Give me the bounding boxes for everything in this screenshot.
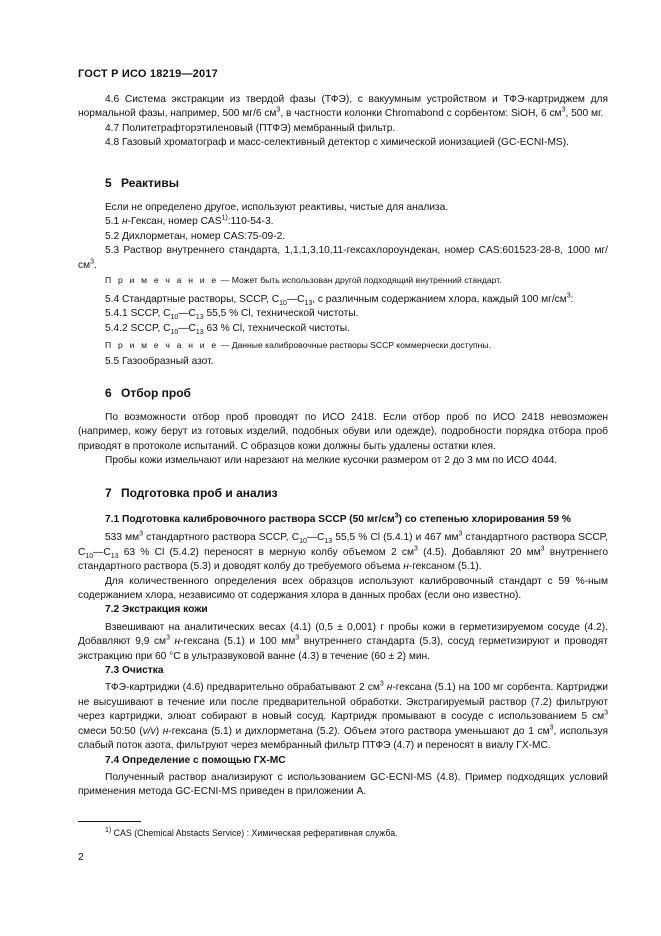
item-5-1: 5.1 н-Гексан, номер CAS$^{1)}$:110-54-3. [105,215,274,228]
section-5-heading: 5 Реактивы [105,176,179,190]
sampling-paragraph-2: Пробы кожи измельчают или нарезают на мелкие кусочки размером от 2 до 3 мм по ИСО 4044. [105,455,558,467]
subsection-7-4-paragraph: Полученный раствор анализируют с использованием GC-ECNI-MS (4.8). Пример подходящих условий применения метода GC-ECNI-MS приведен в приложении А. [78,771,608,798]
section-4-continuation [78,93,608,151]
item-5-4: 5.4 Стандартные растворы, SCCP, $C_{10}—C_{13}$, с различным содержанием хлора, каждый 100 $мг/см^3$: [105,292,574,308]
footnote-separator [78,821,141,822]
page-number: 2 [78,851,84,863]
subsection-7-1-paragraph-2: Для количественного определения всех образцов используют калибровочный стандарт с 59 %-ным содержанием хлора, независимо от содержания хлора в данных пробах (если оно известно). [78,575,608,602]
subsection-7-3-heading: 7.3 Очистка [105,665,164,677]
subsection-7-1-paragraph-1: 533 $мм^3$ стандартного раствора SCCP, $C_{10}—C_{13}$ 55,5 % Cl (5.4.1) и 467 $мм^3$ стандартного раствора SCCP, $C_{10}—C_{13}$ 63 % Cl (5.4.2) переносят в мерную колбу объемом 2 $см^3$ (4.5). Добавляют 20 $мм^3$ внутреннего стандартного раствора (5.3) и доводят колбу до требуемого объема н-гексаном (5.1). [78,531,609,573]
note-2: П р и м е ч а н и е — Данные калибровочные растворы SCCP коммерчески доступны. [105,340,491,350]
item-5-3: 5.3 Раствор внутреннего стандарта, 1,1,1,3,10,11-гексахлороундекан, номер CAS:601523-28-8, 1000 $мг/см^3$. [78,245,608,271]
subsection-7-2-heading: 7.2 Экстракция кожи [105,604,208,616]
reagents-intro: Если не определено другое, используют реактивы, чистые для анализа. [105,202,449,213]
subsection-7-1-heading: 7.1 Подготовка калибровочного раствора SCCP (50 $мг/см^3$) со степенью хлорирования 59 % [105,512,571,525]
sampling-paragraph-1: По возможности отбор проб проводят по ИСО 2418. Если отбор проб по ИСО 2418 невозможен (например, кожу берут из готовых изделий, подобных обуви или одежде), подробности порядка отбора проб приводят в протоколе испытаний. С образцов кожи должны быть удалены остатки клея. [78,412,608,452]
document-header: ГОСТ Р ИСО 18219—2017 [78,68,218,80]
section-7-heading: 7 Подготовка проб и анализ [105,486,278,500]
note-1: П р и м е ч а н и е — Может быть использован другой подходящий внутренний стандарт. [105,275,502,285]
section-6-body [78,411,608,469]
section-5-standards [78,293,608,336]
item-4-7: 4.7 Политетрафторэтиленовый (ПТФЭ) мембранный фильтр. [105,122,396,134]
section-6-heading: 6 Отбор проб [105,386,191,400]
footnote: $^{1)}$ CAS (Chemical Abstacts Service) : Химическая реферативная служба. [105,827,398,838]
item-4-6: 4.6 Система экстракции из твердой фазы (ТФЭ), с вакуумным устройством и ТФЭ-картриджем для нормальной фазы, например, 500 мг/6 $см^3$, в частности колонки Chromabond с сорбентом: SiOH, 6 $см^3$, 500 мг. [78,94,608,120]
subsection-7-3-paragraph: ТФЭ-картриджи (4.6) предварительно обрабатывают 2 $см^3$ н-гексана (5.1) на 100 мг сорбента. Картриджи не высушивают в течение или после предварительной обработки. Экстрагируемый раствор (7.2) фильтруют через картриджи, элюат собирают в новый сосуд. Картридж промывают в сосуде с использованием 5 $см^3$ смеси 50:50 (v/v) н-гексана (5.1) и дихлорметана (5.2). Объем этого раствора уменьшают до 1 $см^3$, используя слабый поток азота, фильтруют через мембранный фильтр ПТФЭ (4.7) и переносят в виалу ГХ-МС. [78,681,608,752]
item-5-4-1: 5.4.1 SCCP, $C_{10}—C_{13}$ 55,5 % Cl, технической чистоты. [105,308,359,322]
item-4-8: 4.8 Газовый хроматограф и масс-селективный детектор с химической ионизацией (GC-ECNI-MS). [105,137,569,149]
subsection-7-2-paragraph: Взвешивают на аналитических весах (4.1) (0,5 ± 0,001) г пробы кожи в герметизируемом сосуде (4.2). Добавляют 9,9 $см^3$ н-гексана (5.1) и 100 $мм^3$ внутреннего стандарта (5.3), сосуд герметизируют и проводят экстракцию при 60 °С в ультразвуковой ванне (4.3) в течение (60 ± 2) мин. [78,621,608,662]
item-5-4-2: 5.4.2 SCCP, $C_{10}—C_{13}$ 63 % Cl, технической чистоты. [105,322,350,336]
section-7-body [78,513,608,800]
item-5-2: 5.2 Дихлорметан, номер CAS:75-09-2. [105,230,286,242]
subsection-7-4-heading: 7.4 Определение с помощью ГХ-МС [105,754,286,766]
section-5-end [78,355,608,369]
item-5-5: 5.5 Газообразный азот. [105,356,214,367]
section-5-body [78,201,608,273]
